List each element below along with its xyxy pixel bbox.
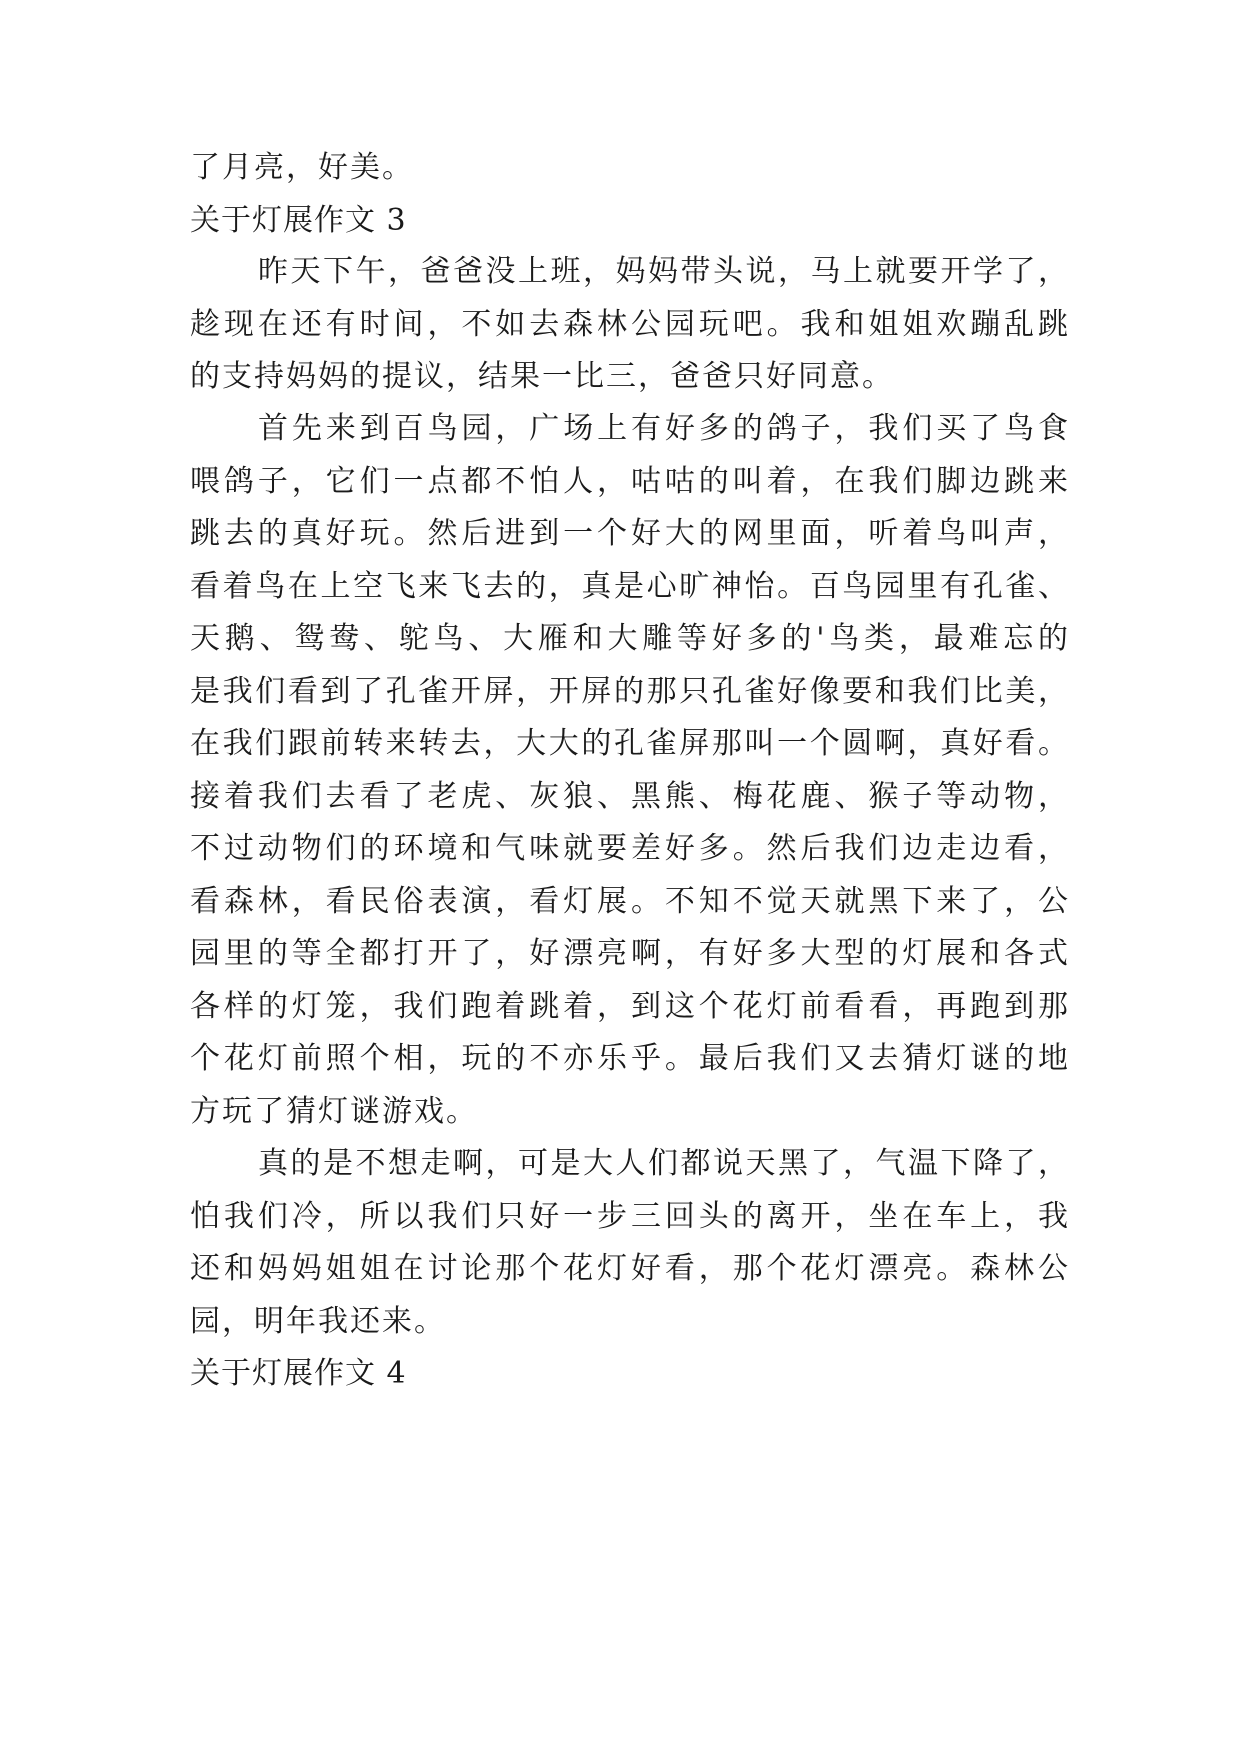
paragraph-1-line-3: 的支持妈妈的提议，结果一比三，爸爸只好同意。 bbox=[190, 359, 894, 394]
paragraph-2-line-4: 看着鸟在上空飞来飞去的，真是心旷神怡。百鸟园里有孔雀、 bbox=[190, 569, 1070, 604]
paragraph-3-line-1: 真的是不想走啊，可是大人们都说天黑了，气温下降了， bbox=[258, 1146, 1070, 1181]
paragraph-2-line-2: 喂鸽子，它们一点都不怕人，咕咕的叫着，在我们脚边跳来 bbox=[190, 464, 1070, 499]
section-3-heading: 关于灯展作文 3 bbox=[190, 203, 407, 238]
paragraph-2-line-7: 在我们跟前转来转去，大大的孔雀屏那叫一个圆啊，真好看。 bbox=[190, 726, 1070, 761]
section-4-heading: 关于灯展作文 4 bbox=[190, 1356, 407, 1391]
paragraph-2-line-8: 接着我们去看了老虎、灰狼、黑熊、梅花鹿、猴子等动物， bbox=[190, 779, 1070, 814]
paragraph-2-line-14: 方玩了猜灯谜游戏。 bbox=[190, 1094, 478, 1129]
paragraph-2-line-10: 看森林，看民俗表演，看灯展。不知不觉天就黑下来了，公 bbox=[190, 884, 1070, 919]
paragraph-1-line-1: 昨天下午，爸爸没上班，妈妈带头说，马上就要开学了， bbox=[258, 254, 1070, 289]
paragraph-2-line-12: 各样的灯笼，我们跑着跳着，到这个花灯前看看，再跑到那 bbox=[190, 989, 1070, 1024]
paragraph-2-line-11: 园里的等全都打开了，好漂亮啊，有好多大型的灯展和各式 bbox=[190, 936, 1070, 971]
intro-tail-line: 了月亮，好美。 bbox=[190, 150, 414, 185]
paragraph-3-line-3: 还和妈妈姐姐在讨论那个花灯好看，那个花灯漂亮。森林公 bbox=[190, 1251, 1070, 1286]
paragraph-2-line-3: 跳去的真好玩。然后进到一个好大的网里面，听着鸟叫声， bbox=[190, 516, 1070, 551]
paragraph-2-line-9: 不过动物们的环境和气味就要差好多。然后我们边走边看， bbox=[190, 831, 1070, 866]
paragraph-3-line-2: 怕我们冷，所以我们只好一步三回头的离开，坐在车上，我 bbox=[190, 1199, 1070, 1234]
paragraph-2-line-6: 是我们看到了孔雀开屏，开屏的那只孔雀好像要和我们比美， bbox=[190, 674, 1070, 709]
paragraph-1-line-2: 趁现在还有时间，不如去森林公园玩吧。我和姐姐欢蹦乱跳 bbox=[190, 307, 1070, 342]
paragraph-2-line-13: 个花灯前照个相，玩的不亦乐乎。最后我们又去猜灯谜的地 bbox=[190, 1041, 1070, 1076]
paragraph-2-line-1: 首先来到百鸟园，广场上有好多的鸽子，我们买了鸟食 bbox=[258, 411, 1070, 446]
paragraph-2-line-5: 天鹅、鸳鸯、鸵鸟、大雁和大雕等好多的'鸟类，最难忘的 bbox=[190, 621, 1070, 656]
paragraph-3-line-4: 园，明年我还来。 bbox=[190, 1304, 446, 1339]
